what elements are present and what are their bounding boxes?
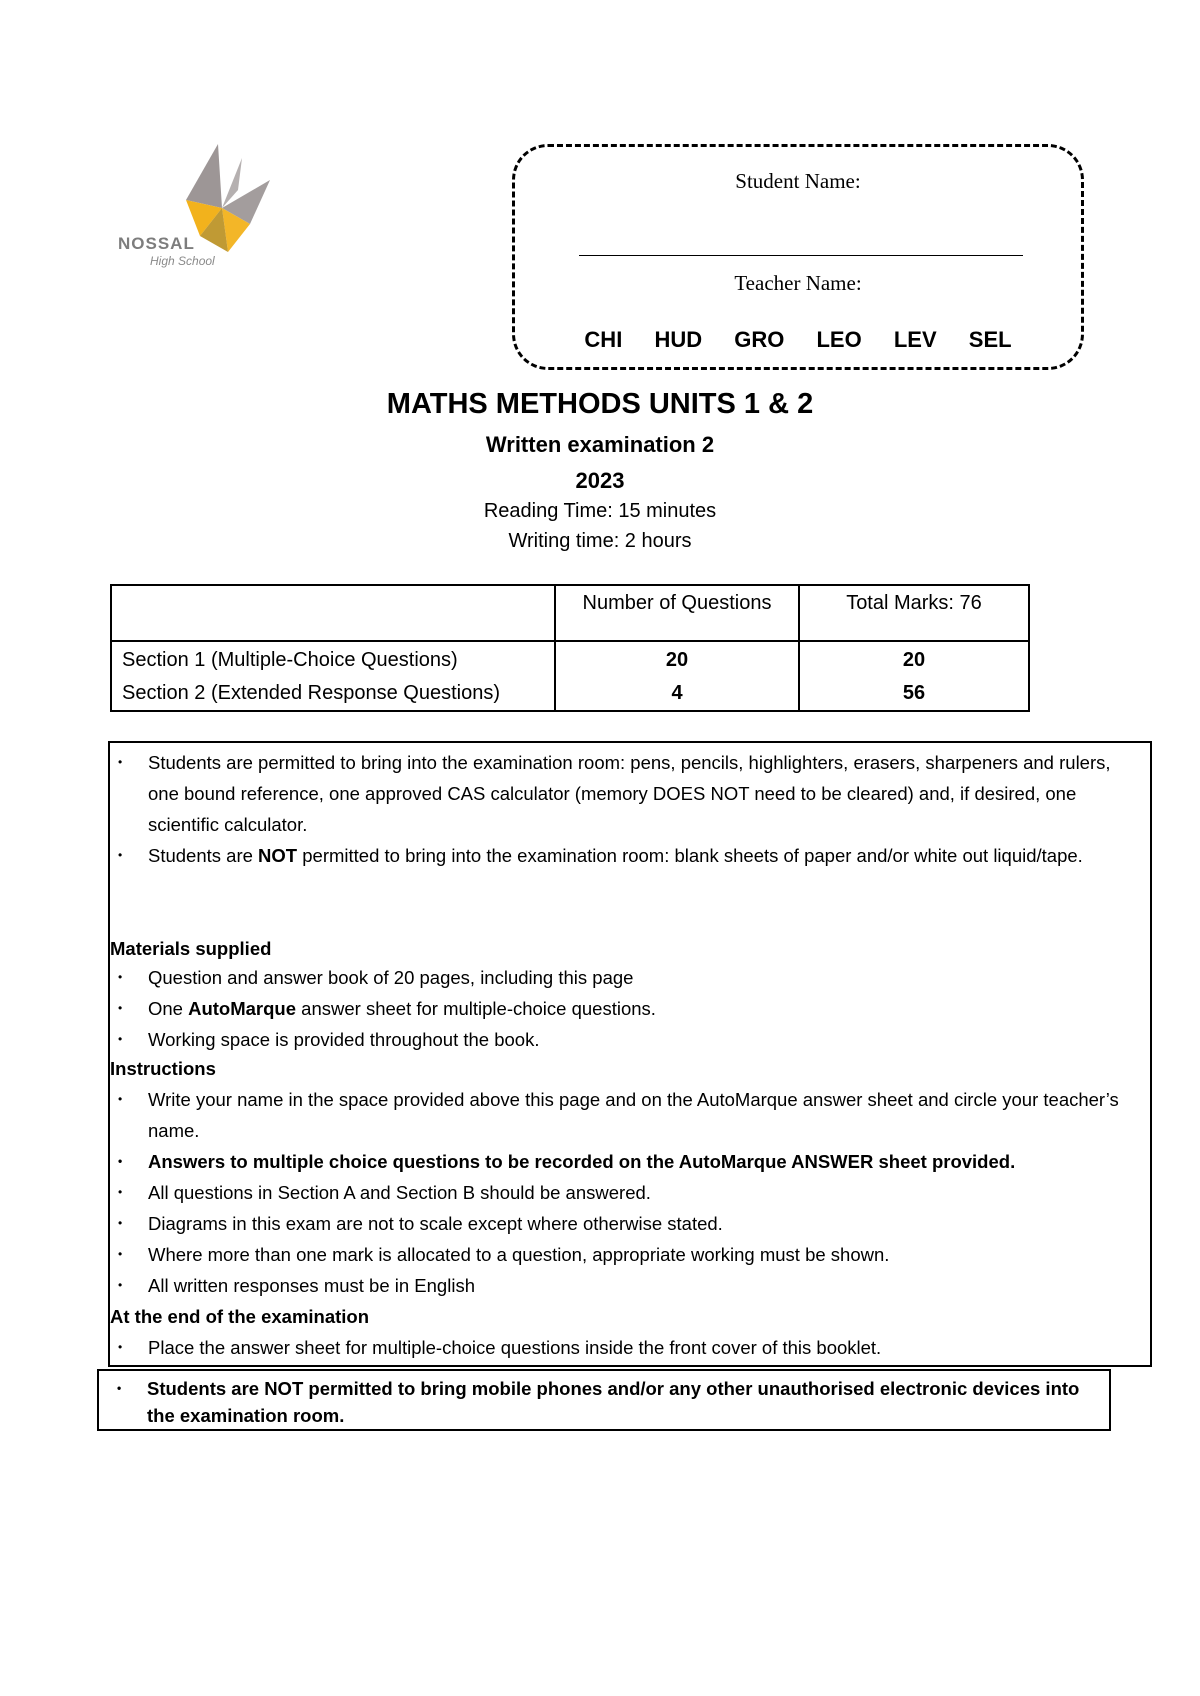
table-header-cell [111, 585, 555, 641]
teacher-code[interactable]: CHI [584, 327, 623, 352]
section-names-cell [111, 641, 555, 711]
list-item: • Students are NOT permitted to bring into the examination room: blank sheets of paper and/or white out liquid/tape. [148, 840, 1138, 871]
student-details-box [512, 144, 1084, 370]
bullet-icon: • [118, 1032, 123, 1046]
instructions-heading: Instructions [110, 1058, 216, 1079]
table-header-cell: Total Marks: 76 [799, 585, 1029, 641]
bullet-icon: • [117, 1381, 122, 1395]
bullet-icon: • [118, 1278, 123, 1292]
exam-structure-table [110, 584, 1030, 712]
question-count-cell [555, 641, 799, 711]
bullet-icon: • [118, 1092, 123, 1106]
list-item: • Where more than one mark is allocated to a question, appropriate working must be shown. [148, 1239, 1138, 1270]
list-item: • Place the answer sheet for multiple-choice questions inside the front cover of this booklet. [148, 1332, 1138, 1363]
teacher-code[interactable]: SEL [968, 327, 1012, 352]
teacher-code[interactable]: LEO [816, 327, 862, 352]
reading-time: Reading Time: 15 minutes [483, 500, 717, 522]
list-item: • Diagrams in this exam are not to scale except where otherwise stated. [148, 1208, 1138, 1239]
exam-title: MATHS METHODS UNITS 1 & 2 [386, 388, 814, 420]
list-item: • Students are permitted to bring into the examination room: pens, pencils, highlighters, erasers, sharpeners and rulers, one bound reference, one approved CAS calculator (memory DOES NOT need to be cleared) and, if desired, one scientific calculator. [148, 747, 1138, 840]
bullet-icon: • [118, 1340, 123, 1354]
exam-subtitle: Written examination 2 [485, 432, 715, 457]
exam-year: 2023 [575, 468, 625, 493]
table-row [111, 641, 1029, 711]
section-marks: 56 [902, 682, 926, 704]
list-item: • Working space is provided throughout the book. [148, 1024, 1138, 1055]
section-name: Section 1 (Multiple-Choice Questions) [122, 649, 458, 671]
student-name-label: Student Name: [735, 169, 861, 193]
writing-time: Writing time: 2 hours [508, 530, 692, 552]
section-name: Section 2 (Extended Response Questions) [122, 682, 500, 704]
bullet-icon: • [118, 1216, 123, 1230]
end-of-exam-heading: At the end of the examination [110, 1306, 370, 1327]
bullet-icon: • [118, 848, 123, 862]
list-item: • Answers to multiple choice questions to be recorded on the AutoMarque ANSWER sheet provided. [148, 1146, 1138, 1177]
list-item: • Question and answer book of 20 pages, including this page [148, 962, 1138, 993]
list-item: • Students are NOT permitted to bring mobile phones and/or any other unauthorised electronic devices into the examination room. [147, 1375, 1087, 1429]
teacher-code[interactable]: LEV [893, 327, 937, 352]
list-item: • Write your name in the space provided above this page and on the AutoMarque answer sheet and circle your teacher’s name. [148, 1084, 1138, 1146]
instructions-box [108, 741, 1152, 1367]
teacher-name-label: Teacher Name: [734, 271, 862, 295]
list-item: • All questions in Section A and Section B should be answered. [148, 1177, 1138, 1208]
teacher-codes [515, 327, 1081, 353]
mobile-phone-notice-box [97, 1369, 1111, 1431]
question-count: 20 [665, 649, 689, 671]
marks-cell [799, 641, 1029, 711]
question-count: 4 [671, 682, 683, 704]
table-header-cell: Number of Questions [555, 585, 799, 641]
teacher-code[interactable]: GRO [734, 327, 785, 352]
school-logo [110, 140, 310, 280]
bullet-icon: • [118, 1001, 123, 1015]
bullet-icon: • [118, 755, 123, 769]
list-item: • All written responses must be in English [148, 1270, 1138, 1301]
section-marks: 20 [902, 649, 926, 671]
table-header-row [111, 585, 1029, 641]
list-item: • One AutoMarque answer sheet for multiple-choice questions. [148, 993, 1138, 1024]
teacher-code[interactable]: HUD [654, 327, 703, 352]
bullet-icon: • [118, 970, 123, 984]
logo-name: NOSSAL [118, 234, 195, 253]
bullet-icon: • [118, 1154, 123, 1168]
materials-heading: Materials supplied [110, 938, 272, 959]
bullet-icon: • [118, 1247, 123, 1261]
student-name-line[interactable] [579, 255, 1023, 256]
logo-subtitle: High School [150, 254, 215, 268]
bullet-icon: • [118, 1185, 123, 1199]
